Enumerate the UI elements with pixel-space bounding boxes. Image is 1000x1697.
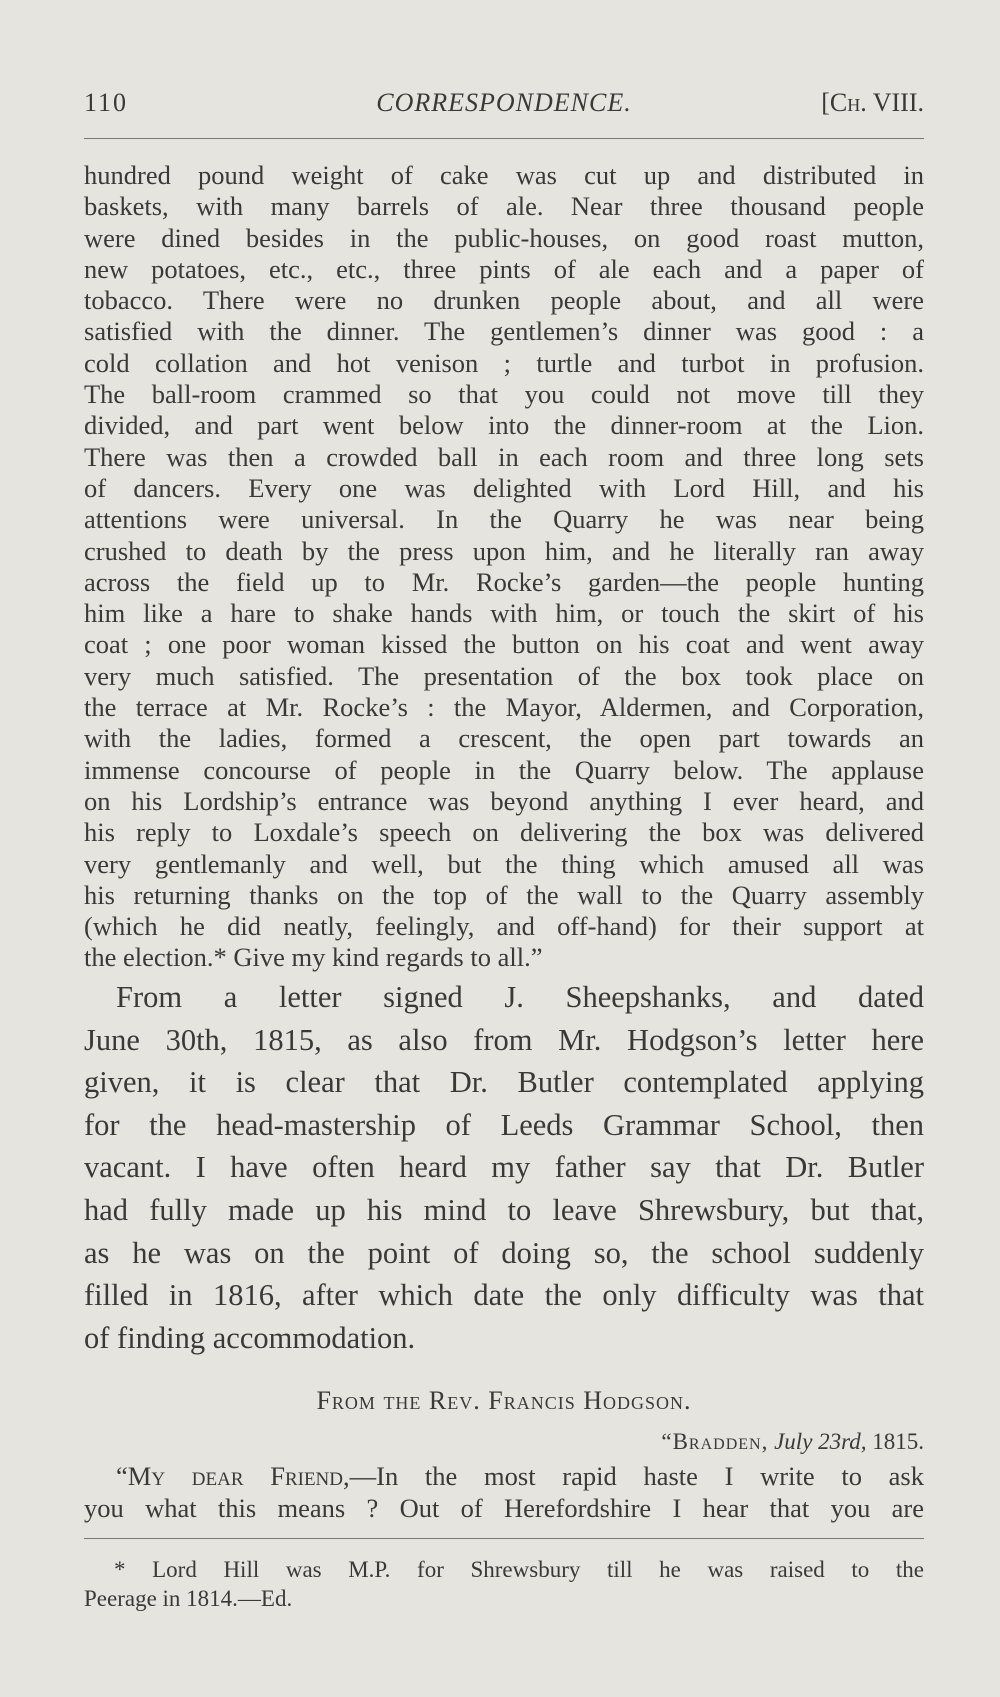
text-line: hundred pound weight of cake was cut up and distributed in [84,160,924,190]
text-line: baskets, with many barrels of ale. Near three thousand people [84,191,924,222]
text-line: cold collation and hot venison ; turtle and turbot in profusion. [84,347,924,378]
paragraph-line: given, it is clear that Dr. Butler contemplated applying [84,1065,924,1100]
letter-line: you what this means ? Out of Herefordshire I hear that you are [84,1493,924,1523]
text-line: coat ; one poor woman kissed the button on his coat and went away [84,629,924,660]
text-line: with the ladies, formed a crescent, the open part towards an [84,723,924,754]
letter-line-rest: —In the most rapid haste I write to ask [349,1461,924,1491]
text-line: (which he did neatly, feelingly, and off-hand) for their support at [84,911,924,942]
dateline-date: July 23rd, [774,1429,867,1454]
text-line: him like a hare to shake hands with him, or touch the skirt of his [84,598,924,629]
running-title: CORRESPONDENCE. [376,88,632,117]
text-line: were dined besides in the public-houses, on good roast mutton, [84,222,924,253]
text-line: of dancers. Every one was delighted with Lord Hill, and his [84,472,924,503]
text-line: his reply to Loxdale’s speech on delivering the box was delivered [84,817,924,848]
text-line: divided, and part went below into the dinner-room at the Lion. [84,410,924,441]
text-line: There was then a crowded ball in each room and three long sets [84,441,924,472]
narrative-paragraph [84,976,924,1359]
page-header [84,88,924,124]
dateline-place: “Bradden, [661,1429,769,1454]
footnote-line: Peerage in 1814.—Ed. [84,1586,293,1611]
text-line: the election.* Give my kind regards to all.” [84,942,543,973]
text-line: his returning thanks on the top of the wall to the Quarry assembly [84,879,924,910]
paragraph-line: of finding accommodation. [84,1320,416,1355]
paragraph-line: as he was on the point of doing so, the school suddenly [84,1235,924,1270]
text-line: very gentlemanly and well, but the thing which amused all was [84,848,924,879]
page-number: 110 [84,88,129,117]
letter-opening [84,1460,924,1524]
paragraph-line: June 30th, 1815, as also from Mr. Hodgson’s letter here [84,1022,924,1057]
letter-line [84,1460,924,1492]
salutation: “My dear Friend, [116,1461,350,1491]
text-line: tobacco. There were no drunken people about, and all were [84,285,924,316]
paragraph-line: filled in 1816, after which date the only difficulty was that [84,1278,924,1313]
paragraph-line: vacant. I have often heard my father say that Dr. Butler [84,1150,924,1185]
text-line: attentions were universal. In the Quarry he was near being [84,504,924,535]
paragraph-line: had fully made up his mind to leave Shrewsbury, but that, [84,1192,924,1227]
text-line: satisfied with the dinner. The gentlemen’s dinner was good : a [84,316,924,347]
text-line: crushed to death by the press upon him, and he literally ran away [84,535,924,566]
text-line: across the field up to Mr. Rocke’s garden—the people hunting [84,566,924,597]
text-line: very much satisfied. The presentation of the box took place on [84,660,924,691]
text-line: the terrace at Mr. Rocke’s : the Mayor, Aldermen, and Corporation, [84,692,924,723]
footnote-line: * Lord Hill was M.P. for Shrewsbury till he was raised to the [114,1557,924,1582]
footnote [84,1555,924,1613]
chapter-marker: [Ch. VIII. [821,88,924,117]
text-line: The ball-room crammed so that you could not move till they [84,379,924,410]
dateline-year: 1815. [872,1429,924,1454]
paragraph-line: for the head-mastership of Leeds Grammar School, then [84,1107,924,1142]
footnote-rule [84,1538,924,1539]
letter-heading: From the Rev. Francis Hodgson. [316,1386,692,1415]
text-line: on his Lordship’s entrance was beyond anything I ever heard, and [84,785,924,816]
text-line: new potatoes, etc., etc., three pints of ale each and a paper of [84,253,924,284]
header-rule [84,138,924,139]
text-line: immense concourse of people in the Quarry below. The applause [84,754,924,785]
paragraph-line: From a letter signed J. Sheepshanks, and dated [116,980,924,1014]
letter-continuation [84,160,924,974]
letter-dateline [661,1429,924,1455]
